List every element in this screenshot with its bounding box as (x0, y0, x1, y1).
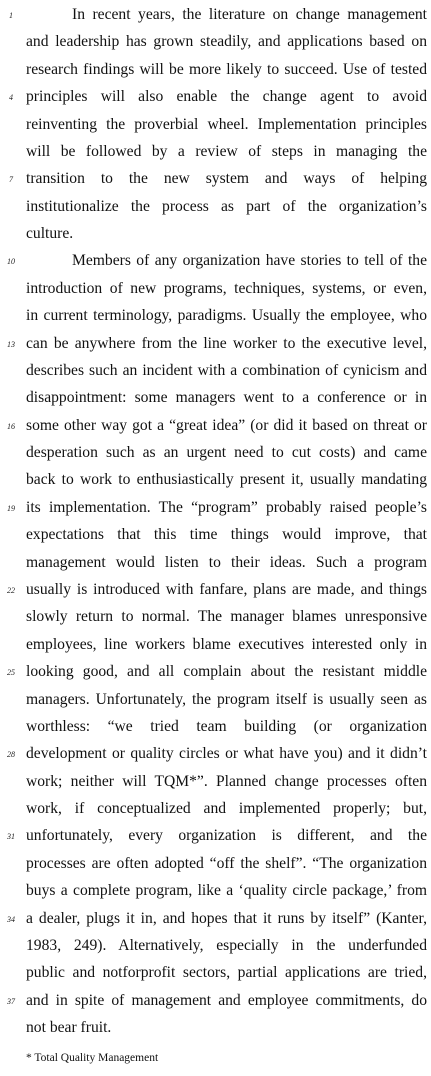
text-line: transition to the new system and ways of helping (26, 170, 427, 188)
text-line: managers. Unfortunately, the program itself is usually seen as (26, 690, 427, 708)
text-line: not bear fruit. (26, 1019, 112, 1037)
text-line: can be anywhere from the line worker to the executive level, (26, 334, 427, 352)
line-number: 7 (9, 175, 13, 185)
text-line: a dealer, plugs it in, and hopes that it runs by itself” (Kanter, (26, 909, 427, 927)
text-line: public and notforprofit sectors, partial applications are tried, (26, 964, 427, 982)
text-line: its implementation. The “program” probably raised people’s (26, 498, 427, 516)
line-number: 16 (7, 421, 15, 431)
text-line: slowly return to normal. The manager blames unresponsive (26, 608, 427, 626)
line-number: 28 (7, 750, 15, 760)
line-number: 22 (7, 585, 15, 595)
line-number: 1 (9, 11, 13, 20)
text-line: back to work to enthusiastically present it, usually mandating (26, 471, 427, 489)
text-line: usually is introduced with fanfare, plans are made, and things (26, 580, 427, 598)
line-number: 13 (7, 339, 15, 349)
footnote: * Total Quality Management (26, 1052, 159, 1064)
line-number: 10 (7, 257, 15, 267)
text-line: processes are often adopted “off the shelf”. “The organization (26, 854, 427, 872)
text-line: buys a complete program, like a ‘quality circle package,’ from (26, 882, 427, 900)
text-line: management would listen to their ideas. Such a program (26, 553, 427, 571)
text-line: and leadership has grown steadily, and applications based on (26, 33, 427, 51)
text-line: expectations that this time things would improve, that (26, 526, 427, 544)
line-number: 34 (7, 914, 15, 924)
text-line: will be followed by a review of steps in managing the (26, 142, 427, 160)
text-line: employees, line workers blame executives interested only in (26, 635, 427, 653)
line-number: 31 (7, 832, 15, 842)
text-line: looking good, and all complain about the resistant middle (26, 663, 427, 681)
line-number: 4 (9, 93, 13, 103)
line-number: 19 (7, 503, 15, 513)
text-line: institutionalize the process as part of the organization’s (26, 197, 427, 215)
text-line: development or quality circles or what have you) and it didn’t (26, 745, 427, 763)
text-line: in current terminology, paradigms. Usually the employee, who (26, 307, 427, 325)
text-line: reinventing the proverbial wheel. Implementation principles (26, 115, 427, 133)
text-line: In recent years, the literature on change management (72, 6, 427, 23)
text-line: principles will also enable the change agent to avoid (26, 88, 427, 106)
text-line: work; neither will TQM*”. Planned change processes often (26, 772, 427, 790)
text-line: 1983, 249). Alternatively, especially in the underfunded (26, 936, 427, 954)
text-line: Members of any organization have stories to tell of the (72, 252, 427, 270)
text-line: research findings will be more likely to succeed. Use of tested (26, 60, 427, 78)
line-number: 25 (7, 668, 15, 678)
line-number: 37 (7, 996, 15, 1006)
text-line: work, if conceptualized and implemented properly; but, (26, 800, 427, 818)
text-line: disappointment: some managers went to a conference or in (26, 389, 427, 407)
text-line: and in spite of management and employee commitments, do (26, 991, 427, 1009)
text-line: unfortunately, every organization is different, and the (26, 827, 427, 845)
text-line: describes such an incident with a combination of cynicism and (26, 361, 427, 379)
text-line: desperation such as an urgent need to cut costs) and came (26, 444, 427, 462)
text-line: culture. (26, 225, 74, 243)
text-line: introduction of new programs, techniques, systems, or even, (26, 279, 427, 297)
text-line: worthless: “we tried team building (or organization (26, 717, 427, 735)
text-line: some other way got a “great idea” (or did it based on threat or (26, 416, 427, 434)
